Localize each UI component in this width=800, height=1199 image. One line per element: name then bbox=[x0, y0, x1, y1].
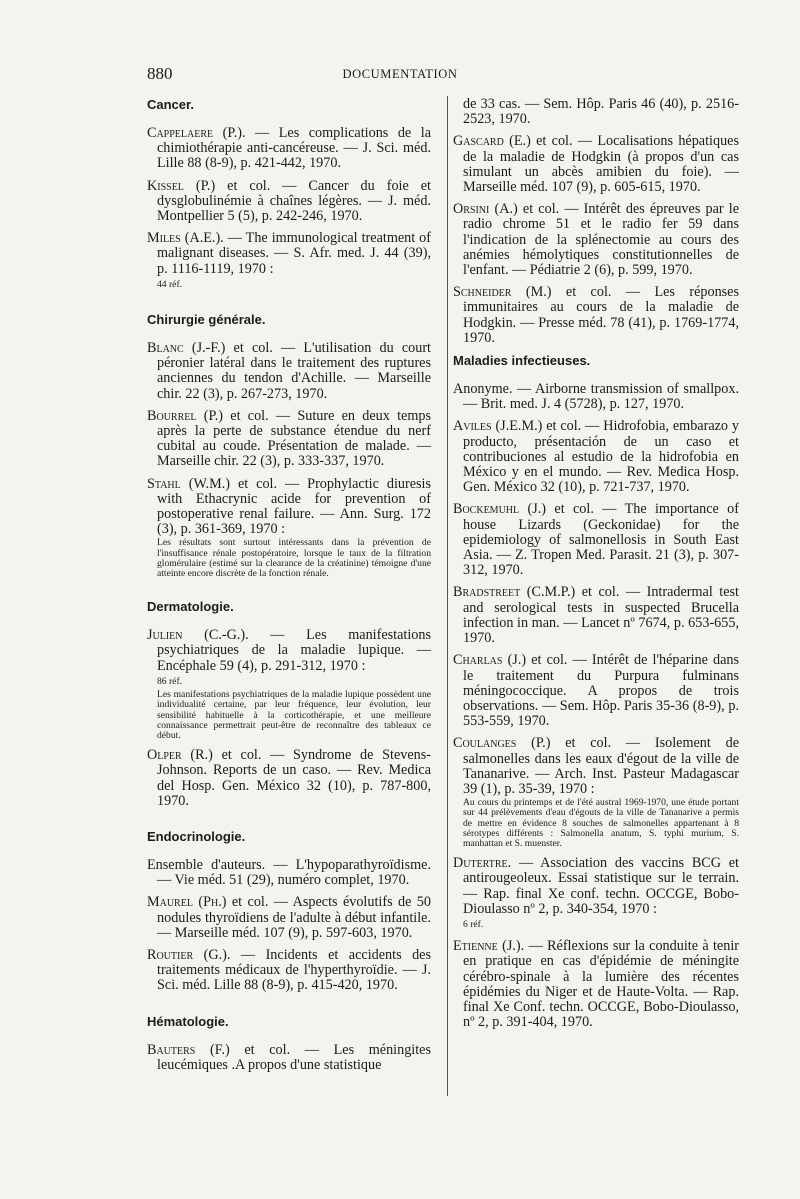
entry-author: Bradstreet (C.M.P.) bbox=[453, 584, 576, 601]
bibliography-entry bbox=[147, 628, 431, 741]
running-title: DOCUMENTATION bbox=[342, 67, 458, 81]
entry-text: et col. — Hidrofobia, embarazo y producto, présentación de un caso et contribuciones al estudio de la hidrofobia en México y en el mundo. — Rev. Medica Hosp. Gen. México 32 (10), p. 721-737, 1970. bbox=[463, 418, 739, 496]
entry-author: Kissel (P.) bbox=[147, 177, 216, 194]
entry-text: — Les complications de la chimiothérapie anti-cancéreuse. — J. Sci. méd. Lille 88 (8-9), p. 421-442, 1970. bbox=[157, 125, 431, 172]
entry-author: Etienne (J.). bbox=[453, 938, 525, 955]
bibliography-entry bbox=[147, 477, 431, 580]
entry-author: Julien (C.-G.). bbox=[147, 627, 249, 644]
right-column bbox=[453, 97, 739, 1037]
reference-count: 6 réf. bbox=[463, 918, 484, 930]
entry-author: Schneider (M.) bbox=[453, 284, 552, 301]
entry-text: et col. — Isolement de salmonelles dans les eaux d'égout de la ville de Tananarive. — Arch. Inst. Pasteur Madagascar 39 (1), p. 35-39, 1970 : bbox=[463, 735, 739, 797]
bibliography-entry bbox=[147, 179, 431, 225]
section-title: Cancer. bbox=[147, 97, 194, 112]
entry-author: Olper (R.) bbox=[147, 747, 213, 764]
entry-author: Maurel (Ph.) bbox=[147, 894, 227, 911]
bibliography-entry bbox=[453, 134, 739, 195]
bibliography-entry bbox=[453, 585, 739, 646]
bibliography-entry bbox=[453, 939, 739, 1030]
entry-text: et col. — L'utilisation du court péronier latéral dans le traitement des ruptures anciennes du tendon d'Achille. — Marseille chir. 22 (3), p. 267-273, 1970. bbox=[157, 340, 431, 402]
abstract-note: Les manifestations psychiatriques de la maladie lupique possèdent une individualité certaine, par leur fréquence, leur évolution, leur sensibilité habituelle à la corticothérapie, et une meilleure connaissance permettrait peut-être de reconnaître des tableaux ce début. bbox=[157, 689, 431, 741]
column-divider bbox=[447, 96, 448, 1096]
reference-count: 44 réf. bbox=[157, 278, 183, 290]
bibliography-entry bbox=[147, 858, 431, 888]
entry-text: de 33 cas. — Sem. Hôp. Paris 46 (40), p. 2516-2523, 1970. bbox=[463, 96, 739, 128]
entry-author: Routier (G.). bbox=[147, 946, 231, 963]
section-title: Maladies infectieuses. bbox=[453, 353, 591, 369]
entry-text: — Réflexions sur la conduite à tenir en pratique en cas d'épidémie de méningite cérébro-spinale à la lumière des récentes épidémies du Niger et de Haute-Volta. — Rap. final Xe Conf. techn. OCCGE, Bobo-Dioulasso, nº 2, p. 391-404, 1970. bbox=[463, 938, 739, 1031]
section-title: Endocrinologie. bbox=[147, 828, 246, 844]
entry-author: Charlas (J.) bbox=[453, 652, 527, 669]
bibliography-entry bbox=[453, 653, 739, 729]
bibliography-entry bbox=[147, 1043, 431, 1073]
entry-text: et col. — Aspects évolutifs de 50 nodules thyroïdiens de l'adulte à début infantile. — Marseille méd. 107 (9), p. 597-603, 1970. bbox=[157, 894, 431, 941]
reference-count: 86 réf. bbox=[157, 675, 183, 687]
bibliography-entry bbox=[147, 748, 431, 809]
entry-text: et col. — Les réponses immunitaires au cours de la maladie de Hodgkin. — Presse méd. 78 (41), p. 1769-1774, 1970. bbox=[463, 284, 740, 346]
bibliography-entry bbox=[453, 419, 739, 495]
entry-text: et col. — Suture en deux temps après la perte de substance étendue du nerf cubital au coude. Présentation de malade. — Marseille chir. 22 (3), p. 333-337, 1970. bbox=[157, 407, 431, 470]
entry-text: et col. — The importance of house Lizards (Geckonidae) for the epidemiology of salmonellosis in South East Asia. — Z. Tropen Med. Parasit. 21 (3), p. 307-312, 1970. bbox=[463, 501, 739, 579]
entry-text: et col. — Intérêt des épreuves par le radio chrome 51 et le radio fer 59 dans l'indication de la splénectomie au cours des anémies hémolytiques constitutionnelles de l'enfant. — Pédiatrie 2 (6), p. 599, 1970. bbox=[463, 201, 739, 279]
bibliography-entry bbox=[453, 97, 739, 127]
bibliography-entry bbox=[453, 502, 739, 578]
entry-text: et col. — Syndrome de Stevens-Johnson. Reports de un caso. — Rev. Medica del Hosp. Gen. México 32 (10), p. 787-800, 1970. bbox=[157, 747, 431, 809]
abstract-note: Les résultats sont surtout intéressants dans la prévention de l'insuffisance rénale postopératoire, lorsque le taux de la filtration glomérulaire (estimé sur la clearance de la créatinine) témoigne d'une atteinte encore discrète de la fonction rénale. bbox=[157, 537, 431, 580]
entry-text: et col. — Cancer du foie et dysglobulinémie à chaînes légères. — J. méd. Montpellier 5 (5), p. 242-246, 1970. bbox=[157, 177, 431, 225]
entry-author: Cappelaere (P.). bbox=[147, 125, 246, 141]
section-title: Chirurgie générale. bbox=[147, 312, 266, 328]
entry-text: Anonyme. — Airborne transmission of smallpox. — Brit. med. J. 4 (5728), p. 127, 1970. bbox=[453, 381, 739, 413]
entry-author: Coulanges (P.) bbox=[453, 735, 551, 752]
abstract-note: Au cours du printemps et de l'été austral 1969-1970, une étude portant sur 44 prélèvements d'eau d'égouts de la ville de Tananarive a permis de mettre en évidence 8 souches de salmonelles appartenant à 8 sérotypes différents : Salmonella anatum, S. typhi murium, S. manhattan et S. muenster. bbox=[463, 797, 739, 849]
entry-text: — Association des vaccins BCG et antirougeoleux. Essai statistique sur le terrain. — Rap. final Xe conf. techn. OCCGE, Bobo-Dioulasso nº 2, p. 340-354, 1970 : bbox=[463, 855, 739, 917]
entry-author: Bauters (F.) bbox=[147, 1041, 230, 1058]
entry-text: et col. — Intradermal test and serological tests in suspected Brucella infection in man. — Lancet nº 7674, p. 653-655, 1970. bbox=[463, 584, 739, 647]
entry-author: Miles (A.E.). bbox=[147, 230, 224, 247]
bibliography-entry bbox=[453, 856, 739, 932]
entry-text: — Les manifestations psychiatriques de la maladie lupique. — Encéphale 59 (4), p. 291-312, 1970 : bbox=[157, 627, 431, 674]
entry-author: Orsini (A.) bbox=[453, 201, 518, 218]
entry-author: Gascard (E.) bbox=[453, 133, 531, 150]
entry-text: — The immunological treatment of malignant diseases. — S. Afr. med. J. 44 (39), p. 1116-1119, 1970 : bbox=[157, 230, 431, 277]
section-title: Dermatologie. bbox=[147, 599, 234, 615]
entry-author: Stahl (W.M.) bbox=[147, 475, 230, 492]
left-column bbox=[147, 97, 431, 1080]
bibliography-entry bbox=[147, 126, 431, 172]
entry-text: et col. — Intérêt de l'héparine dans le traitement du Purpura fulminans méningococcique. A propos de trois observations. — Sem. Hôp. Paris 35-36 (8-9), p. 553-559, 1970. bbox=[463, 652, 739, 730]
entry-author: Blanc (J.-F.) bbox=[147, 340, 226, 357]
bibliography-entry bbox=[453, 202, 739, 278]
entry-text: Ensemble d'auteurs. — L'hypoparathyroïdisme. — Vie méd. 51 (29), numéro complet, 1970. bbox=[147, 856, 431, 889]
entry-text: et col. — Les méningites leucémiques .A propos d'une statistique bbox=[157, 1041, 431, 1073]
bibliography-entry bbox=[147, 948, 431, 994]
bibliography-entry bbox=[147, 409, 431, 470]
entry-author: Aviles (J.E.M.) bbox=[453, 418, 543, 435]
entry-author: Bockemuhl (J.) bbox=[453, 501, 547, 518]
entry-text: et col. — Localisations hépatiques de la maladie de Hodgkin (à propos d'un cas simulant un abcès amibien du foie). — Marseille méd. 107 (9), p. 605-615, 1970. bbox=[463, 133, 739, 196]
bibliography-entry bbox=[147, 895, 431, 941]
section-title: Hématologie. bbox=[147, 1013, 229, 1029]
page-number: 880 bbox=[147, 64, 173, 83]
bibliography-entry bbox=[453, 736, 739, 849]
bibliography-entry bbox=[453, 382, 739, 412]
bibliography-entry bbox=[147, 341, 431, 402]
entry-text: et col. — Prophylactic diuresis with Ethacrynic acide for prevention of postoperative renal failure. — Ann. Surg. 172 (3), p. 361-369, 1970 : bbox=[157, 475, 432, 538]
entry-author: Bourrel (P.) bbox=[147, 407, 224, 424]
entry-text: — Incidents et accidents des traitements médicaux de l'hyperthyroïdie. — J. Sci. méd. Lille 88 (8-9), p. 415-420, 1970. bbox=[157, 946, 431, 994]
bibliography-entry bbox=[147, 231, 431, 292]
bibliography-entry bbox=[453, 285, 739, 346]
entry-author: Dutertre. bbox=[453, 855, 512, 872]
